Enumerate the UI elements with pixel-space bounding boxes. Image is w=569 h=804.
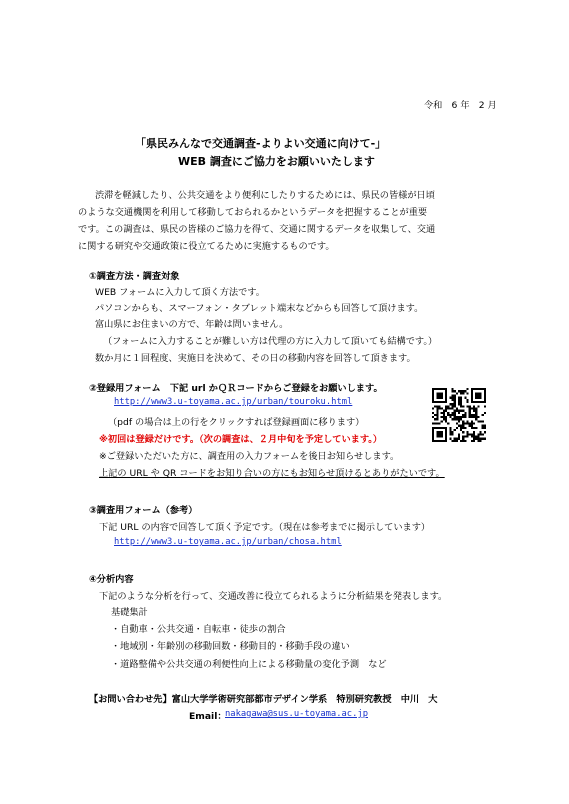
qr-code-icon[interactable] xyxy=(432,388,486,442)
section4-subheading: 基礎集計 xyxy=(111,607,148,618)
analysis-bullet: ・地域別・年齢別の移動回数・移動目的・移動手段の違い xyxy=(111,641,350,652)
survey-link[interactable]: http://www3.u-toyama.ac.jp/urban/chosa.html xyxy=(114,537,342,547)
section3-line: 下記 URL の内容で回答して頂く予定です。（現在は参考までに掲示しています） xyxy=(99,522,431,533)
intro-line: です。この調査は、県民の皆様のご協力を得て、交通に関するデータを収集して、交通 xyxy=(78,224,436,235)
analysis-bullet: ・自動車・公共交通・自転車・徒歩の割合 xyxy=(111,624,286,635)
intro-line: のような交通機関を利用して移動しておられるかというデータを把握することが重要 xyxy=(78,207,428,218)
section1-heading: ①調査方法・調査対象 xyxy=(89,271,180,282)
registration-link[interactable]: http://www3.u-toyama.ac.jp/urban/touroku.html xyxy=(114,397,353,407)
section4-line: 下記のような分析を行って、交通改善に役立てられるように分析結果を発表します。 xyxy=(99,591,448,602)
section1-line: 富山県にお住まいの方で、年齢は問いません。 xyxy=(95,319,289,330)
pdf-note: （pdf の場合は上の行をクリックすれば登録画面に移ります） xyxy=(108,417,365,428)
date: 令和 6 年 2 月 xyxy=(424,100,497,111)
email-link[interactable]: nakagawa@sus.u-toyama.ac.jp xyxy=(225,709,368,719)
contact-line: 【お問い合わせ先】富山大学学術研究部都市デザイン学系 特別研究教授 中川 大 xyxy=(89,694,438,705)
section1-line: 数か月に１回程度、実施日を決めて、その日の移動内容を回答して頂きます。 xyxy=(95,353,416,364)
section1-line: パソコンからも、スマーフォン・タブレット端末などからも回答して頂けます。 xyxy=(95,303,424,314)
section1-line: （フォームに入力することが難しい方は代理の方に入力して頂いても結構です。） xyxy=(103,336,438,347)
title-line1: 「県民みんなで交通調査-よりよい交通に向けて-」 xyxy=(135,137,387,150)
title-line2: WEB 調査にご協力をお願いいたします xyxy=(178,155,375,168)
section4-heading: ④分析内容 xyxy=(89,574,134,585)
initial-registration-note: ※初回は登録だけです。（次の調査は、２月中旬を予定しています。） xyxy=(99,434,383,445)
analysis-bullet: ・道路整備や公共交通の利便性向上による移動量の変化予測 など xyxy=(111,659,387,670)
intro-line: 渋滞を軽減したり、公共交通をより便利にしたりするためには、県民の皆様が日頃 xyxy=(95,190,435,201)
section2-heading: ②登録用フォーム 下記 url かＱＲコードからご登録をお願いします。 xyxy=(89,383,383,394)
followup-note: ※ご登録いただいた方に、調査用の入力フォームを後日お知らせします。 xyxy=(99,451,400,462)
section3-heading: ③調査用フォーム（参考） xyxy=(89,505,198,516)
intro-line: に関する研究や交通政策に役立てるために実施するものです。 xyxy=(78,241,335,252)
share-note: 上記の URL や QR コードをお知り合いの方にもお知らせ頂けるとありがたいです。 xyxy=(99,468,445,479)
email-label: Email： xyxy=(189,711,227,722)
section1-line: WEB フォームに入力して頂く方法です。 xyxy=(95,287,265,298)
